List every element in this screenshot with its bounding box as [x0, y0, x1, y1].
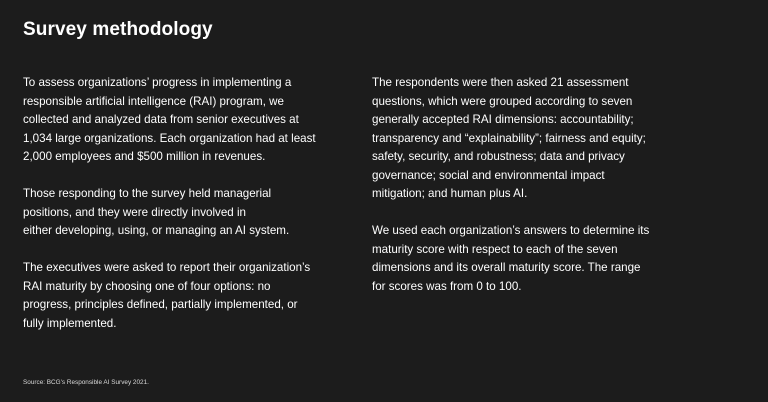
text-line: maturity score with respect to each of the seven [372, 242, 618, 256]
text-line: We used each organization’s answers to determine its [372, 224, 650, 237]
text-line: collected and analyzed data from senior executives at [23, 113, 299, 126]
text-line: generally accepted RAI dimensions: accountability; [372, 113, 634, 126]
text-line: RAI maturity by choosing one of four options: no [23, 279, 271, 293]
text-line: fully implemented. [23, 316, 117, 330]
paragraph-respondents [23, 185, 341, 241]
page-title: Survey methodology [23, 19, 213, 40]
text-line: responsible artificial intelligence (RAI) program, we [23, 94, 284, 108]
text-line: The executives were asked to report their organization’s [23, 261, 311, 274]
text-line: Those responding to the survey held managerial [23, 187, 272, 200]
paragraph-scoring [372, 222, 677, 296]
text-line: transparency and “explainability”; fairness and equity; [372, 131, 646, 145]
text-line: progress, principles defined, partially implemented, or [23, 298, 298, 311]
paragraph-scope [23, 74, 341, 167]
right-text-column [372, 74, 677, 315]
text-line: safety, security, and robustness; data and privacy [372, 150, 625, 163]
source-note: Source: BCG's Responsible AI Survey 2021. [23, 379, 149, 386]
paragraph-maturity-options [23, 259, 341, 333]
text-line: positions, and they were directly involved in [23, 205, 246, 219]
text-line: dimensions and its overall maturity score. The range [372, 261, 641, 274]
text-line: either developing, using, or managing an AI system. [23, 224, 290, 237]
left-text-column [23, 74, 341, 352]
text-line: 2,000 employees and $500 million in revenues. [23, 150, 266, 163]
text-line: questions, which were grouped according to seven [372, 94, 633, 108]
text-line: for scores was from 0 to 100. [372, 279, 522, 293]
text-line: The respondents were then asked 21 assessment [372, 76, 629, 89]
text-line: mitigation; and human plus AI. [372, 187, 528, 200]
text-line: 1,034 large organizations. Each organization had at least [23, 131, 316, 145]
text-line: governance; social and environmental impact [372, 168, 605, 182]
paragraph-assessment-questions [372, 74, 677, 204]
text-line: To assess organizations’ progress in implementing a [23, 76, 292, 89]
